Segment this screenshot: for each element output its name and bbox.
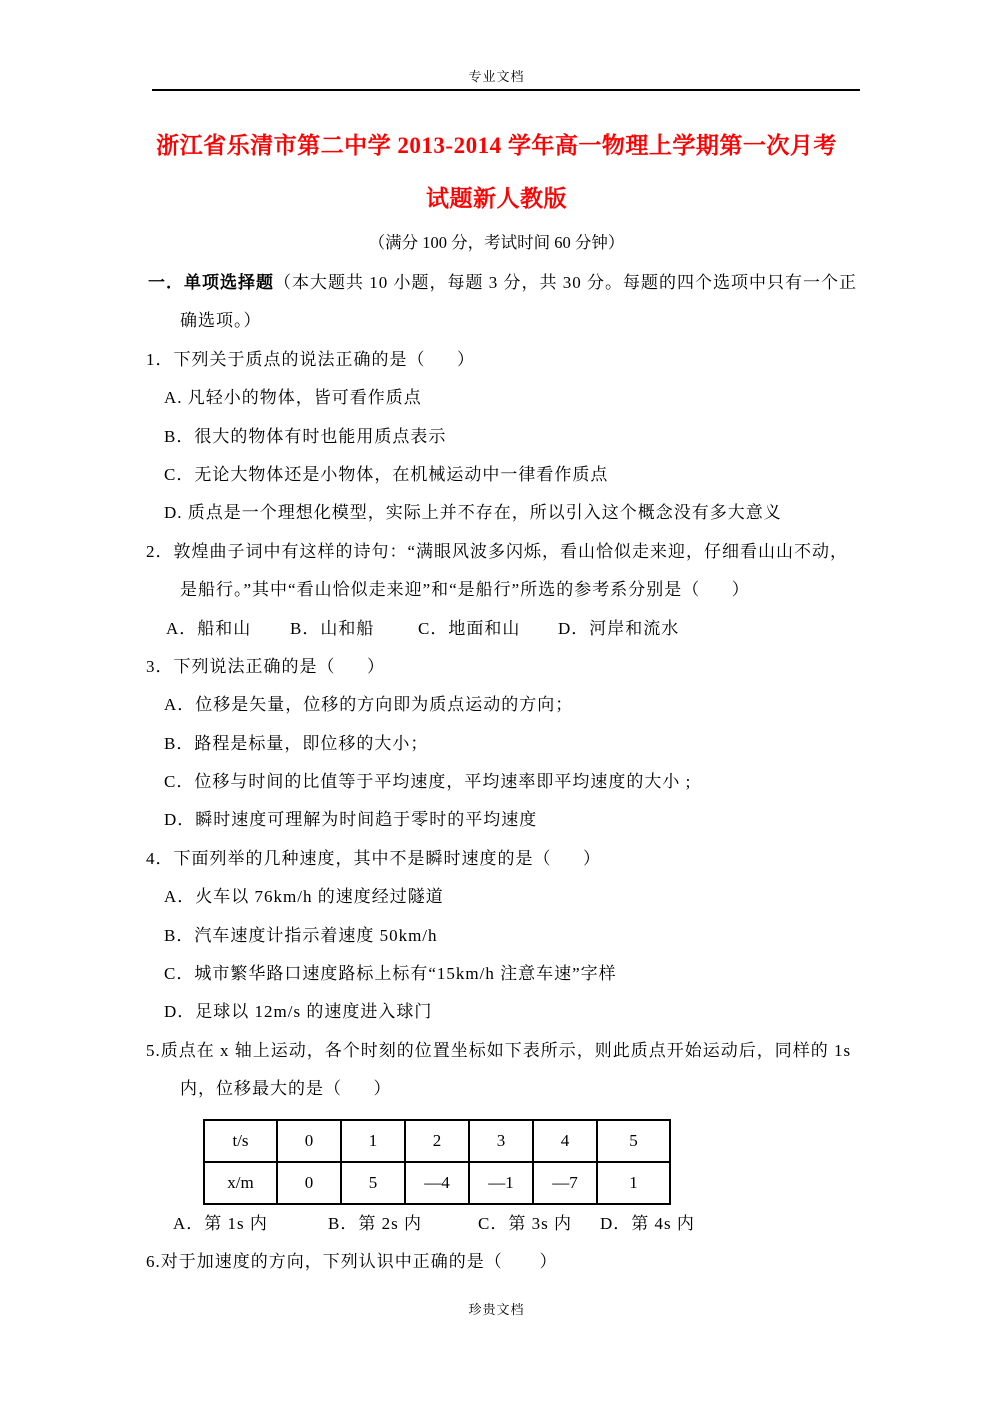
question-3-option-c: C．位移与时间的比值等于平均速度，平均速率即平均速度的大小 ; <box>164 772 692 792</box>
section-heading <box>0 264 993 302</box>
question-1-stem: 1．下列关于质点的说法正确的是（ ） <box>146 349 475 369</box>
section-heading-desc: （本大题共 10 小题，每题 3 分，共 30 分。每题的四个选项中只有一个正 <box>274 273 857 292</box>
question-3-option-d: D．瞬时速度可理解为时间趋于零时的平均速度 <box>164 810 538 830</box>
page-header-watermark: 专业文档 <box>468 69 525 84</box>
question-3-option-a: A．位移是矢量，位移的方向即为质点运动的方向； <box>164 695 574 715</box>
question-4-option-a: A．火车以 76km/h 的速度经过隧道 <box>164 887 444 907</box>
question-2-options <box>0 610 993 648</box>
question-6-stem: 6.对于加速度的方向，下列认识中正确的是（ ） <box>146 1251 558 1271</box>
question-1-option-c: C．无论大物体还是小物体，在机械运动中一律看作质点 <box>164 464 609 484</box>
table-cell: 1 <box>597 1162 670 1204</box>
table-cell: 4 <box>533 1120 597 1162</box>
doc-title-line1: 浙江省乐清市第二中学 2013-2014 学年高一物理上学期第一次月考 <box>156 133 837 158</box>
question-2-stem-line1: 2．敦煌曲子词中有这样的诗句：“满眼风波多闪烁，看山恰似走来迎，仔细看山山不动， <box>146 541 849 561</box>
question-4-stem: 4．下面列举的几种速度，其中不是瞬时速度的是（ ） <box>146 848 601 868</box>
section-heading-cont: 确选项。） <box>180 311 262 331</box>
position-time-table <box>203 1119 671 1205</box>
table-cell: x/m <box>204 1162 277 1204</box>
question-2-option-c: C．地面和山 <box>418 618 521 638</box>
table-row-position <box>204 1162 670 1204</box>
table-cell: 0 <box>277 1120 341 1162</box>
question-2-option-b: B．山和船 <box>290 618 375 638</box>
question-2-option-a: A．船和山 <box>166 618 252 638</box>
question-4-option-b: B．汽车速度计指示着速度 50km/h <box>164 925 438 945</box>
question-2-option-d: D．河岸和流水 <box>558 618 680 638</box>
question-3-stem: 3．下列说法正确的是（ ） <box>146 656 385 676</box>
table-cell: —7 <box>533 1162 597 1204</box>
question-2-stem-line2: 是船行。”其中“看山恰似走来迎”和“是船行”所选的参考系分别是（ ） <box>180 580 750 600</box>
question-1-option-b: B．很大的物体有时也能用质点表示 <box>164 426 447 446</box>
table-cell: 5 <box>597 1120 670 1162</box>
header-rule <box>152 89 860 91</box>
exam-body <box>0 264 993 1281</box>
question-5-option-b: B．第 2s 内 <box>328 1213 422 1233</box>
table-cell: 1 <box>341 1120 405 1162</box>
table-cell: 0 <box>277 1162 341 1204</box>
question-3-option-b: B．路程是标量，即位移的大小； <box>164 733 429 753</box>
question-1-option-a: A. 凡轻小的物体，皆可看作质点 <box>164 388 422 408</box>
question-5-options <box>0 1205 993 1243</box>
question-5-option-d: D．第 4s 内 <box>600 1213 695 1233</box>
question-5-option-c: C．第 3s 内 <box>478 1213 572 1233</box>
question-4-option-c: C．城市繁华路口速度路标上标有“15km/h 注意车速”字样 <box>164 964 617 984</box>
table-cell: —1 <box>469 1162 533 1204</box>
question-5-stem-line2: 内，位移最大的是（ ） <box>180 1079 392 1099</box>
table-cell: 5 <box>341 1162 405 1204</box>
question-5-stem-line1: 5.质点在 x 轴上运动，各个时刻的位置坐标如下表所示，则此质点开始运动后，同样的 1s <box>146 1040 852 1060</box>
page-footer-watermark: 珍贵文档 <box>468 1302 525 1317</box>
section-heading-label: 一．单项选择题 <box>148 273 274 292</box>
table-cell: —4 <box>405 1162 469 1204</box>
table-cell: t/s <box>204 1120 277 1162</box>
table-cell: 2 <box>405 1120 469 1162</box>
question-5-option-a: A．第 1s 内 <box>173 1213 268 1233</box>
question-1-option-d: D. 质点是一个理想化模型，实际上并不存在，所以引入这个概念没有多大意义 <box>164 503 782 523</box>
table-row-time <box>204 1120 670 1162</box>
doc-title-line2: 试题新人教版 <box>426 186 567 211</box>
question-4-option-d: D．足球以 12m/s 的速度进入球门 <box>164 1002 433 1022</box>
exam-info: （满分 100 分，考试时间 60 分钟） <box>368 233 625 252</box>
table-cell: 3 <box>469 1120 533 1162</box>
